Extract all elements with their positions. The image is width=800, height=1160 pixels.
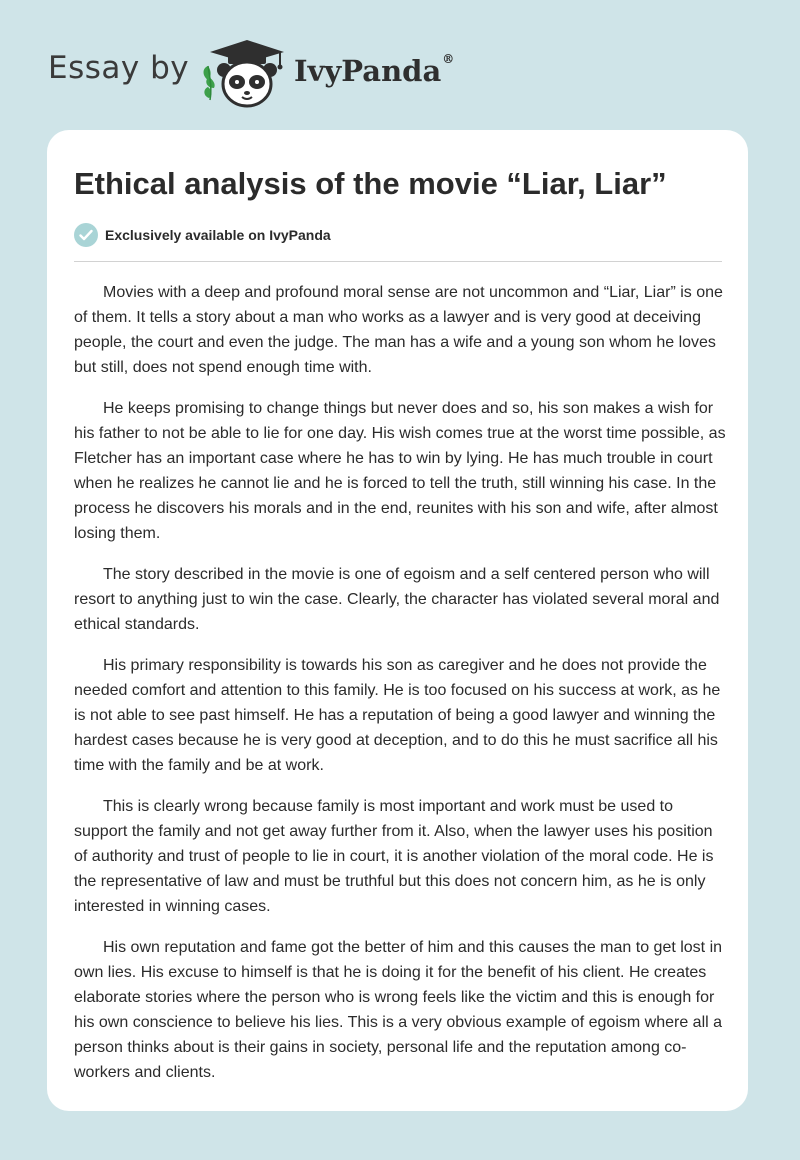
- exclusive-badge: [74, 222, 331, 248]
- paragraph: His own reputation and fame got the better of him and this causes the man to get lost in own lies. His excuse to himself is that he is doing it for the benefit of his client. He creates elaborate stories where the person who is wrong feels like the victim and this is enough for his own conscience to believe his lies. This is a very obvious example of egoism where all a person thinks about is their gains in society, personal life and the reputation among co-workers and clients.: [74, 939, 723, 1081]
- panda-graduate-logo-icon[interactable]: [200, 36, 290, 110]
- essay-card: [47, 130, 748, 1111]
- paragraph: His primary responsibility is towards his son as caregiver and he does not provide the needed comfort and attention to this family. He is too focused on his success at work, as he is not able to see past himself. He has a reputation of being a good lawyer and winning the hardest cases because he is very good at deception, and to do this he must sacrifice all his time with the family and be at work.: [74, 657, 721, 774]
- site-header: [0, 0, 800, 130]
- brand-name[interactable]: IvyPanda®: [294, 52, 455, 88]
- paragraph: Movies with a deep and profound moral sense are not uncommon and “Liar, Liar” is one of them. It tells a story about a man who works as a lawyer and is very good at deceiving people, the court and even the judge. The man has a wife and a young son whom he loves but still, does not spend enough time with.: [74, 284, 723, 376]
- check-circle-icon: [74, 223, 98, 247]
- registered-mark: ®: [442, 52, 455, 66]
- exclusive-badge-label: Exclusively available on IvyPanda: [105, 227, 331, 243]
- essay-body: [74, 280, 726, 1101]
- essay-by-label: Essay by: [48, 50, 190, 86]
- paragraph: He keeps promising to change things but never does and so, his son makes a wish for his father to not be able to lie for one day. His wish comes true at the worst time possible, as Fletcher has an important case where he has to win by lying. He has much trouble in court when he realizes he cannot lie and he is forced to tell the truth, still winning his case. In the process he discovers his morals and in the end, reunites with his son and wife, after almost losing them.: [74, 400, 726, 542]
- ivy-leaf-icon: [204, 66, 215, 100]
- paragraph: This is clearly wrong because family is most important and work must be used to support the family and not get away further from it. Also, when the lawyer uses his position of authority and trust of people to lie in court, it is another violation of the moral code. He is the representative of law and must be truthful but this does not concern him, as he is only interested in winning cases.: [74, 798, 714, 915]
- divider: [74, 261, 722, 262]
- page-title: Ethical analysis of the movie “Liar, Liar”: [74, 166, 667, 201]
- paragraph: The story described in the movie is one of egoism and a self centered person who will resort to anything just to win the case. Clearly, the character has violated several moral and ethical standards.: [74, 566, 720, 633]
